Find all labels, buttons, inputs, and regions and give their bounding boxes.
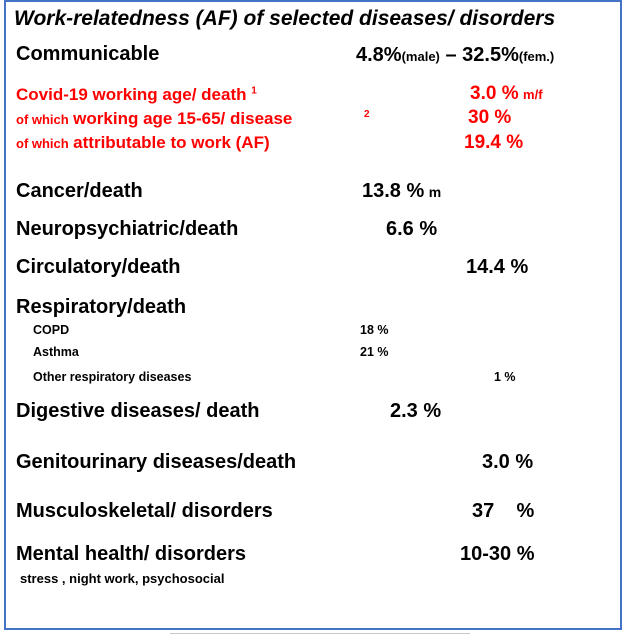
circulatory-label: Circulatory/death — [16, 256, 181, 278]
musculoskeletal-value: 37 % — [472, 500, 535, 522]
communicable-label: Communicable — [16, 43, 160, 65]
communicable-female-note: (fem.) — [518, 49, 555, 64]
communicable-male-value: 4.8% — [356, 44, 402, 66]
covid-row2-value: 30 % — [468, 107, 512, 128]
respiratory-copd-label: COPD — [33, 323, 70, 337]
bottom-divider — [170, 633, 470, 634]
neuro-label: Neuropsychiatric/death — [16, 218, 239, 240]
cancer-label: Cancer/death — [16, 180, 143, 202]
digestive-value: 2.3 % — [390, 400, 442, 422]
respiratory-copd-value: 18 % — [360, 323, 389, 337]
covid-row1-value — [470, 84, 543, 103]
covid-row1-label — [16, 86, 257, 103]
genitourinary-label: Genitourinary diseases/death — [16, 451, 297, 473]
covid-row1-text: Covid-19 working age/ death — [16, 85, 247, 104]
cancer-value — [362, 181, 441, 201]
communicable-dash: – — [439, 44, 463, 66]
covid-row2-label — [16, 110, 292, 128]
communicable-female-value: 32.5% — [462, 44, 519, 66]
cancer-unit: m — [428, 184, 442, 200]
covid-row1-unit: m/f — [523, 87, 543, 102]
circulatory-value: 14.4 % — [466, 256, 529, 278]
genitourinary-value: 3.0 % — [482, 451, 534, 473]
respiratory-asthma-label: Asthma — [33, 345, 79, 359]
cancer-number: 13.8 % — [362, 180, 425, 202]
covid-row3-value: 19.4 % — [464, 132, 524, 153]
respiratory-asthma-value: 21 % — [360, 345, 389, 359]
digestive-label: Digestive diseases/ death — [16, 400, 260, 422]
neuro-value: 6.6 % — [386, 218, 438, 240]
covid-row1-number: 3.0 % — [470, 83, 519, 104]
covid-row2-prefix: of which — [16, 112, 69, 127]
respiratory-label: Respiratory/death — [16, 296, 187, 318]
covid-row2-footnote: 2 — [364, 109, 370, 120]
mental-label: Mental health/ disorders — [16, 543, 247, 565]
communicable-value — [356, 45, 554, 65]
covid-row3-prefix: of which — [16, 136, 69, 151]
covid-row3-label — [16, 134, 270, 152]
page-title: Work-relatedness (AF) of selected diseases/ disorders — [14, 7, 556, 30]
covid-row3-text: attributable to work (AF) — [73, 133, 270, 152]
covid-row2-text: working age 15-65/ disease — [73, 109, 293, 128]
mental-value: 10-30 % — [460, 543, 535, 565]
respiratory-other-value: 1 % — [494, 370, 516, 384]
respiratory-other-label: Other respiratory diseases — [33, 370, 192, 384]
covid-row1-footnote: 1 — [251, 85, 257, 97]
communicable-male-note: (male) — [401, 49, 440, 64]
musculoskeletal-label: Musculoskeletal/ disorders — [16, 500, 273, 522]
mental-note: stress , night work, psychosocial — [20, 571, 225, 586]
